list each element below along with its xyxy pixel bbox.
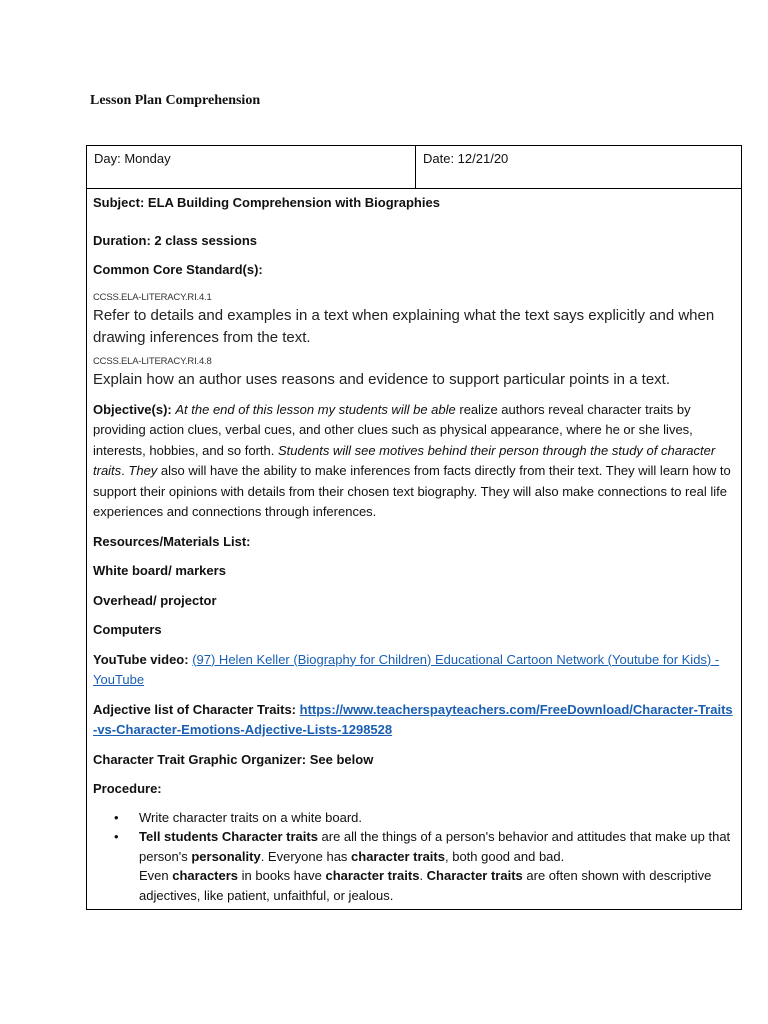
adjective-paragraph bbox=[93, 700, 735, 741]
list-item bbox=[139, 827, 735, 905]
standards-label: Common Core Standard(s): bbox=[93, 262, 263, 277]
objective-italic: At the end of this lesson my students will be able bbox=[175, 401, 456, 417]
proc-text: Even bbox=[139, 868, 173, 883]
procedure-label: Procedure: bbox=[93, 781, 162, 796]
standard-text: Explain how an author uses reasons and evidence to support particular points in a text. bbox=[93, 370, 671, 388]
objective-text: realize authors reveal character traits by providing action clues, verbal cues, and other clues such as physical appearance, where he or she lives, interests, hobbies, and so forth. bbox=[93, 401, 693, 458]
resources-label: Resources/Materials List: bbox=[93, 533, 251, 549]
lesson-plan-table bbox=[86, 145, 742, 910]
standard-code: CCSS.ELA-LITERACY.RI.4.8 bbox=[93, 355, 212, 367]
subject-line: Subject: ELA Building Comprehension with Biographies bbox=[93, 195, 440, 210]
lesson-body-cell bbox=[87, 189, 741, 905]
proc-bold: character traits bbox=[325, 868, 420, 883]
adjective-link[interactable]: https://www.teacherspayteachers.com/FreeDownload/Character-Traits-vs-Character-Emotions-Adjective-Lists-1298528 bbox=[93, 701, 733, 737]
proc-text: , both good and bad. bbox=[444, 848, 565, 864]
proc-text: . bbox=[419, 868, 427, 883]
objective-label: Objective(s): bbox=[93, 401, 172, 417]
duration-line: Duration: 2 class sessions bbox=[93, 232, 258, 248]
proc-text: are often shown with descriptive adjectives, like patient, unfaithful, or jealous. bbox=[139, 868, 712, 903]
proc-bold: character traits bbox=[351, 848, 445, 864]
youtube-label: YouTube video: bbox=[93, 651, 189, 667]
standard-code: CCSS.ELA-LITERACY.RI.4.1 bbox=[93, 291, 212, 303]
objective-paragraph bbox=[93, 400, 735, 523]
organizer-line: Character Trait Graphic Organizer: See below bbox=[93, 751, 374, 767]
material-item: White board/ markers bbox=[93, 563, 226, 578]
objective-text: . bbox=[121, 463, 129, 478]
standard-text: Refer to details and examples in a text when explaining what the text says explicitly and when drawing inferences from the text. bbox=[93, 306, 715, 346]
proc-text: . Everyone has bbox=[260, 848, 352, 864]
material-item: Computers bbox=[93, 622, 162, 637]
adjective-label: Adjective list of Character Traits: bbox=[93, 701, 297, 717]
header-row bbox=[87, 146, 741, 189]
proc-bold: personality bbox=[191, 848, 261, 864]
proc-bold: characters bbox=[172, 868, 239, 883]
objective-italic: They bbox=[128, 463, 158, 478]
proc-bold: Tell students Character traits bbox=[139, 829, 318, 844]
youtube-link[interactable]: (97) Helen Keller (Biography for Children) Educational Cartoon Network (Youtube for Kids) - YouTube bbox=[93, 651, 720, 687]
procedure-list bbox=[93, 808, 735, 906]
material-item: Overhead/ projector bbox=[93, 592, 217, 608]
objective-text: also will have the ability to make inferences from facts directly from their text. They will learn how to support their opinions with details from their chosen text biography. They will also make connections to real life experiences and connections through inferences. bbox=[93, 463, 731, 519]
document-title: Lesson Plan Comprehension bbox=[90, 93, 261, 108]
objective-italic: Students will see motives behind their person through the study of character traits bbox=[93, 442, 716, 478]
date-cell: Date: 12/21/20 bbox=[423, 151, 509, 166]
proc-text: in books have bbox=[238, 868, 326, 883]
youtube-paragraph bbox=[93, 650, 735, 691]
list-item: • Write character traits on a white board. bbox=[139, 808, 735, 828]
proc-bold: Character traits bbox=[426, 868, 523, 883]
day-cell: Day: Monday bbox=[87, 146, 416, 188]
proc-text: are all the things of a person's behavior and attitudes that make up that person's bbox=[139, 829, 731, 864]
